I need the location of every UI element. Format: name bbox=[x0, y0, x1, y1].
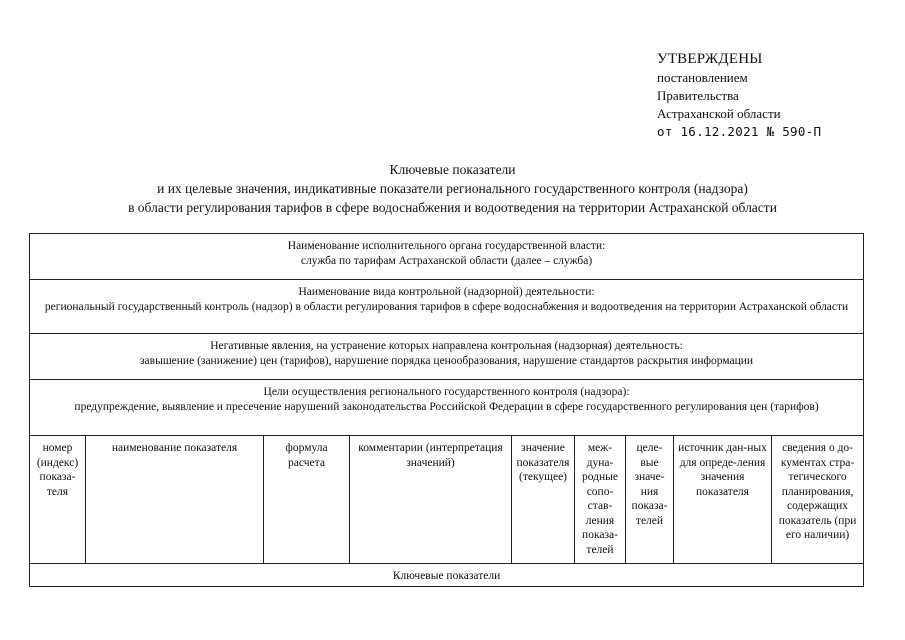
section-negative-phenomena bbox=[30, 334, 864, 380]
section-label: Наименование вида контрольной (надзорной) деятельности: bbox=[298, 286, 595, 298]
column-header: меж-дуна-родные сопо-став-ления показа-телей bbox=[575, 436, 626, 564]
title-line: и их целевые значения, индикативные показатели регионального государственного контроля (надзора) bbox=[157, 181, 748, 196]
column-header-row bbox=[30, 436, 864, 564]
column-header: целе-вые значе-ния показа-телей bbox=[626, 436, 674, 564]
column-header: номер (индекс) показа-теля bbox=[30, 436, 86, 564]
section-label: Наименование исполнительного органа государственной власти: bbox=[287, 240, 606, 252]
key-indicators-row: Ключевые показатели bbox=[30, 564, 864, 587]
section-label: Цели осуществления регионального государственного контроля (надзора): bbox=[263, 386, 630, 398]
column-header: формула расчета bbox=[264, 436, 350, 564]
section-label: Негативные явления, на устранение которых направлена контрольная (надзорная) деятельность: bbox=[210, 340, 683, 352]
approval-line: Правительства bbox=[657, 88, 739, 103]
column-header: наименование показателя bbox=[86, 436, 264, 564]
title-line: в области регулирования тарифов в сфере водоснабжения и водоотведения на территории Астраханской области bbox=[128, 200, 777, 215]
title-line: Ключевые показатели bbox=[389, 162, 516, 177]
column-header: сведения о до-кументах стра-тегического планирования, содержащих показатель (при его наличии) bbox=[772, 436, 864, 564]
column-header: комментарии (интерпретация значений) bbox=[350, 436, 512, 564]
document-title bbox=[0, 160, 905, 217]
section-goals bbox=[30, 380, 864, 436]
approval-heading: УТВЕРЖДЕНЫ bbox=[657, 51, 763, 67]
section-value: служба по тарифам Астраханской области (далее – служба) bbox=[300, 254, 593, 267]
section-value: завышение (занижение) цен (тарифов), нарушение порядка ценообразования, нарушение стандартов раскрытия информации bbox=[140, 354, 754, 367]
column-header: значение показателя (текущее) bbox=[512, 436, 575, 564]
column-header: источник дан-ных для опреде-ления значения показателя bbox=[674, 436, 772, 564]
approval-line: постановлением bbox=[657, 70, 748, 85]
indicators-table bbox=[29, 233, 864, 587]
approval-line: Астраханской области bbox=[657, 106, 781, 121]
approval-stamp bbox=[657, 50, 897, 141]
approval-date: от 16.12.2021 № 590-П bbox=[657, 124, 822, 139]
section-value: региональный государственный контроль (надзор) в области регулирования тарифов в сфере водоснабжения и водоотведения на территории Астраханской области bbox=[44, 300, 849, 313]
section-value: предупреждение, выявление и пресечение нарушений законодательства Российской Федерации в сфере государственного регулирования цен (тарифов) bbox=[74, 400, 819, 413]
section-authority bbox=[30, 234, 864, 280]
section-activity-type bbox=[30, 280, 864, 334]
